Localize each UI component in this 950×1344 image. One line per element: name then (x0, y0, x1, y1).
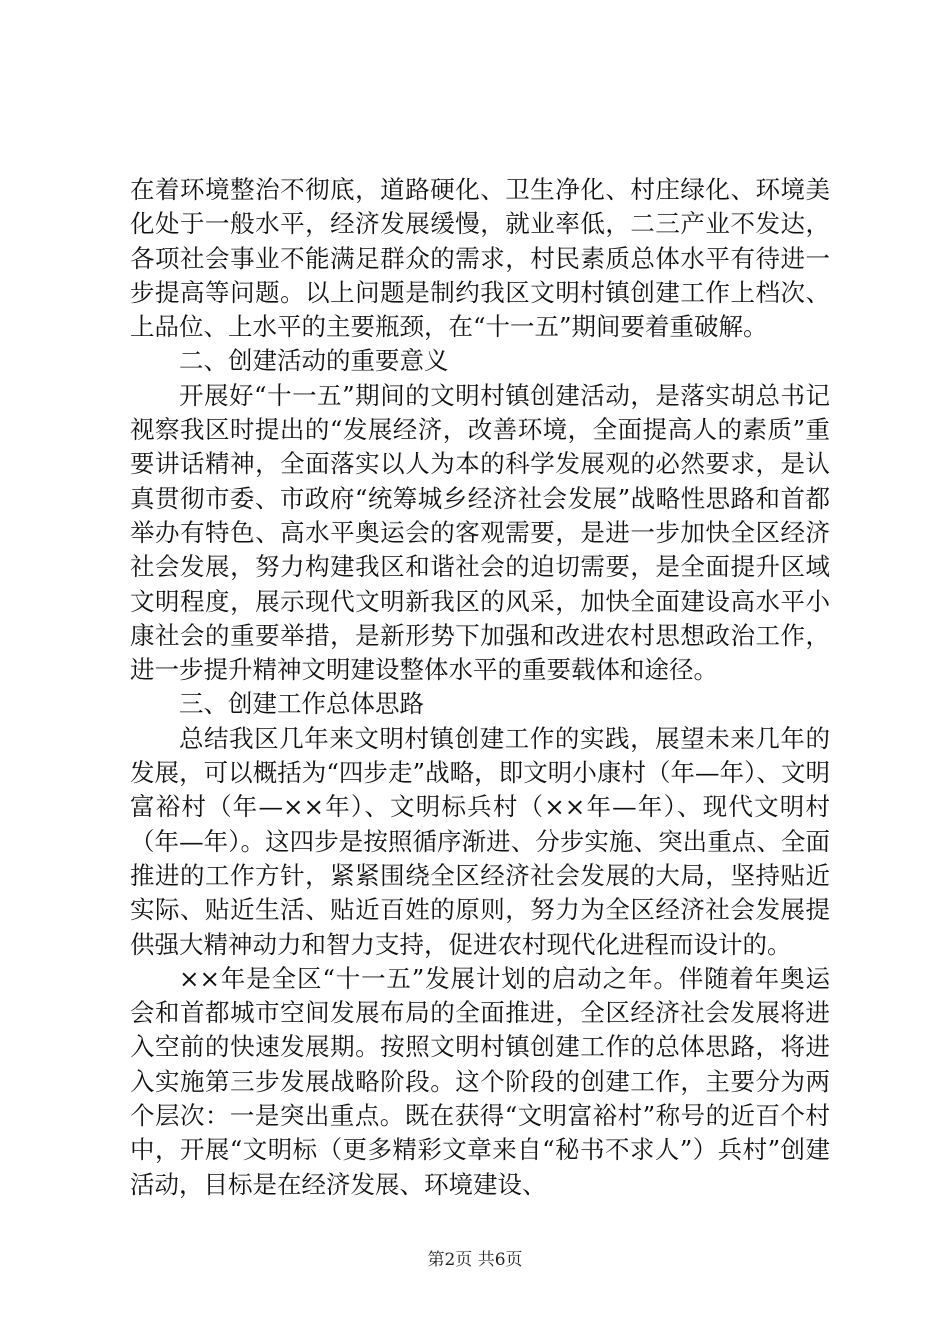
paragraph-continuation: 在着环境整治不彻底，道路硬化、卫生净化、村庄绿化、环境美化处于一般水平，经济发展缓慢，就业率低，二三产业不发达，各项社会事业不能满足群众的需求，村民素质总体水平有待进一步提高等问题。以上问题是制约我区文明村镇创建工作上档次、上品位、上水平的主要瓶颈，在“十一五”期间要着重破解。 (130, 175, 830, 342)
page-number-footer: 第2页 共6页 (427, 1250, 523, 1270)
section-heading-overall-approach: 三、创建工作总体思路 (179, 689, 424, 719)
paragraph-four-step-strategy: 总结我区几年来文明村镇创建工作的实践，展望未来几年的发展，可以概括为“四步走”战略，即文明小康村（年—年）、文明富裕村（年—××年）、文明标兵村（××年—年）、现代文明村（年—年）。这四步是按照循序渐进、分步实施、突出重点、全面推进的工作方针，紧紧围绕全区经济社会发展的大局，坚持贴近实际、贴近生活、贴近百姓的原则，努力为全区经济社会发展提供强大精神动力和智力支持，促进农村现代化进程而设计的。 (130, 723, 830, 959)
document-body (130, 173, 830, 1202)
paragraph-eleventh-five-year-start: ××年是全区“十一五”发展计划的启动之年。伴随着年奥运会和首都城市空间发展布局的全面推进，全区经济社会发展将进入空前的快速发展期。按照文明村镇创建工作的总体思路，将进入实施第三步发展战略阶段。这个阶段的创建工作，主要分为两个层次：一是突出重点。既在获得“文明富裕村”称号的近百个村中，开展“文明标（更多精彩文章来自“秘书不求人”）兵村”创建活动，目标是在经济发展、环境建设、 (130, 963, 830, 1199)
section-heading-significance: 二、创建活动的重要意义 (179, 346, 449, 376)
paragraph-significance: 开展好“十一五”期间的文明村镇创建活动，是落实胡总书记视察我区时提出的“发展经济，改善环境，全面提高人的素质”重要讲话精神，全面落实以人为本的科学发展观的必然要求，是认真贯彻市委、市政府“统筹城乡经济社会发展”战略性思路和首都举办有特色、高水平奥运会的客观需要，是进一步加快全区经济社会发展，努力构建我区和谐社会的迫切需要，是全面提升区域文明程度，展示现代文明新我区的风采，加快全面建设高水平小康社会的重要举措，是新形势下加强和改进农村思想政治工作，进一步提升精神文明建设整体水平的重要载体和途径。 (130, 380, 830, 685)
